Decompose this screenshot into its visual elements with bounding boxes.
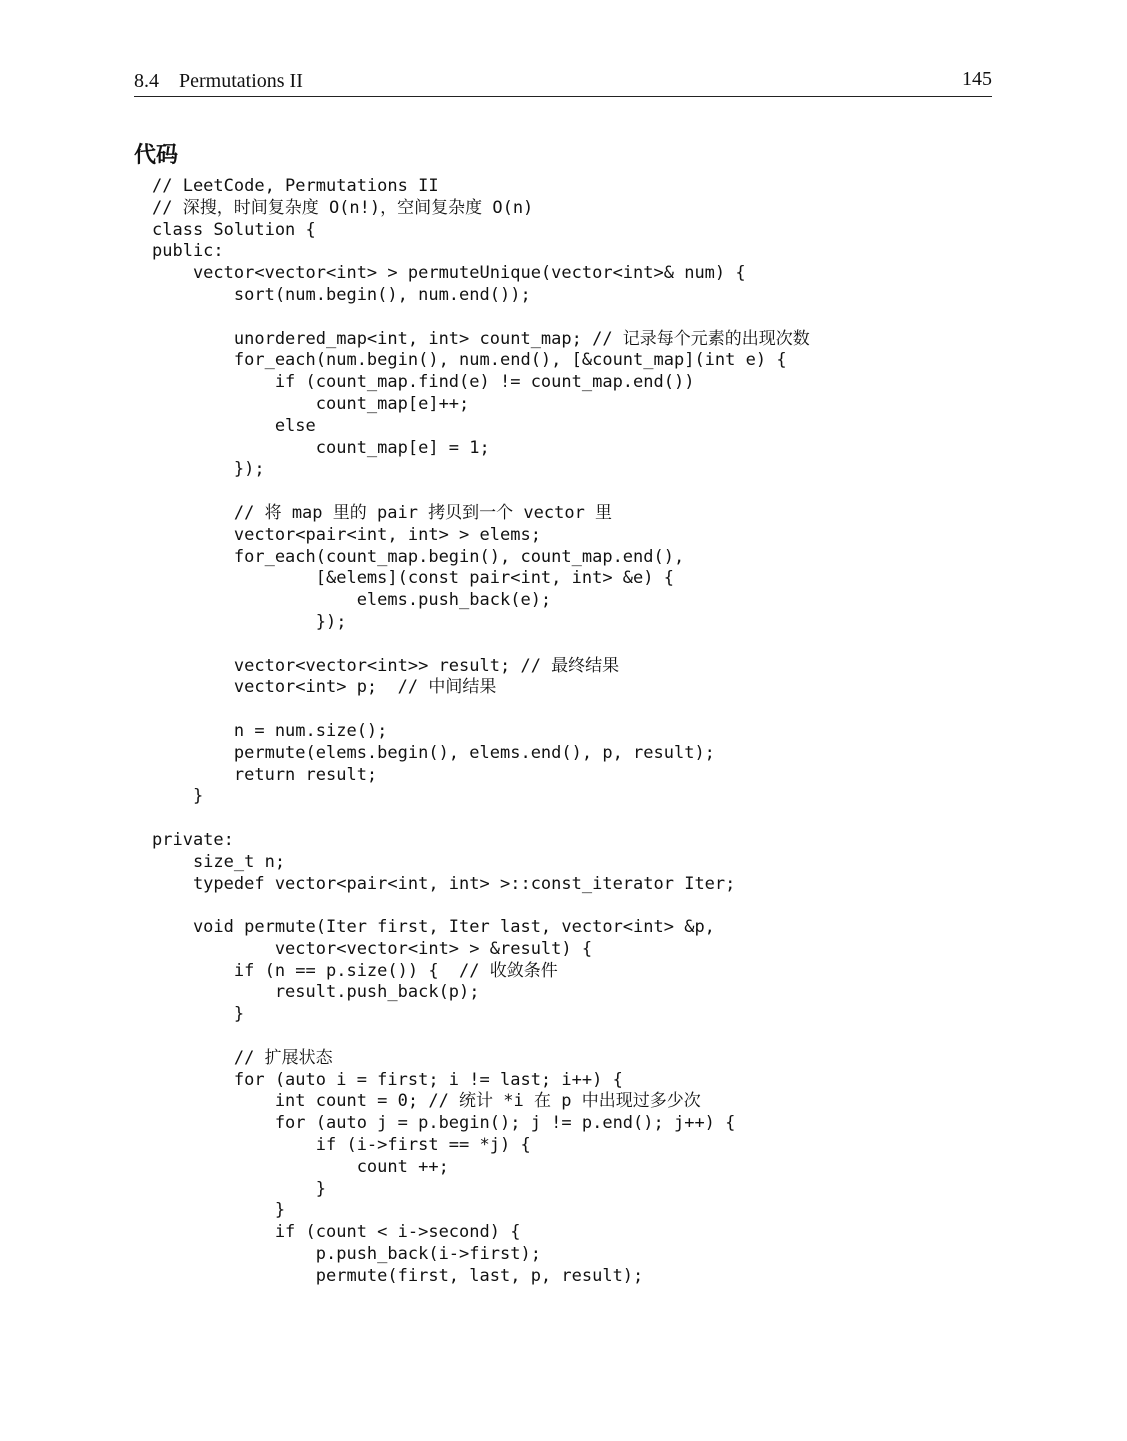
section-title: Permutations II — [179, 70, 303, 92]
code-line: [&elems](const pair<int, int> &e) { — [152, 568, 674, 589]
code-line: if (i->first == *j) { — [152, 1135, 531, 1156]
code-line: // LeetCode, Permutations II — [152, 176, 439, 196]
code-line — [152, 481, 810, 503]
code-line: private: — [152, 829, 234, 850]
code-line: vector<vector<int>> result; // 最终结果 — [152, 655, 620, 676]
code-line: class Solution { — [152, 219, 316, 240]
code-line: return result; — [152, 764, 378, 785]
code-line — [152, 1026, 810, 1048]
code-line: } — [152, 786, 204, 807]
page-number: 145 — [962, 68, 992, 90]
code-line: vector<int> p; // 中间结果 — [152, 677, 497, 698]
code-line: sort(num.begin(), num.end()); — [152, 284, 531, 305]
code-line: vector<vector<int> > permuteUnique(vector<int>& num) { — [152, 263, 746, 284]
code-line: elems.push_back(e); — [152, 590, 552, 611]
code-line: } — [152, 1200, 286, 1221]
code-line: for (auto i = first; i != last; i++) { — [152, 1069, 623, 1090]
code-line — [152, 895, 810, 917]
code-line — [152, 307, 810, 329]
code-line: void permute(Iter first, Iter last, vector<int> &p, — [152, 917, 715, 938]
code-line — [152, 634, 810, 656]
code-line: for (auto j = p.begin(); j != p.end(); j++) { — [152, 1113, 736, 1134]
section-number: 8.4 — [134, 70, 159, 92]
code-line — [152, 808, 810, 830]
code-listing — [152, 176, 810, 1288]
code-line: vector<pair<int, int> > elems; — [152, 524, 541, 545]
code-line: }); — [152, 611, 347, 632]
code-line: permute(first, last, p, result); — [152, 1265, 644, 1286]
code-line: if (count < i->second) { — [152, 1222, 521, 1243]
code-line: for_each(count_map.begin(), count_map.end(), — [152, 546, 685, 567]
code-line: for_each(num.begin(), num.end(), [&count_map](int e) { — [152, 350, 787, 371]
code-line: int count = 0; // 统计 *i 在 p 中出现过多少次 — [152, 1091, 701, 1112]
code-line: } — [152, 1178, 326, 1199]
code-line: count ++; — [152, 1156, 449, 1177]
code-line: permute(elems.begin(), elems.end(), p, result); — [152, 742, 715, 763]
code-line: typedef vector<pair<int, int> >::const_iterator Iter; — [152, 873, 736, 894]
code-line: p.push_back(i->first); — [152, 1244, 541, 1265]
code-line: } — [152, 1004, 245, 1025]
code-line: // 将 map 里的 pair 拷贝到一个 vector 里 — [152, 502, 613, 523]
code-line: }); — [152, 459, 265, 480]
code-line: vector<vector<int> > &result) { — [152, 938, 593, 959]
code-line: public: — [152, 241, 224, 262]
code-line: size_t n; — [152, 851, 286, 872]
code-line: result.push_back(p); — [152, 982, 480, 1003]
code-line: // 扩展状态 — [152, 1047, 333, 1068]
code-line: if (count_map.find(e) != count_map.end()) — [152, 372, 695, 393]
code-line: count_map[e]++; — [152, 393, 470, 414]
code-line: count_map[e] = 1; — [152, 437, 490, 458]
code-line: // 深搜，时间复杂度 O(n!)，空间复杂度 O(n) — [152, 197, 534, 218]
code-line — [152, 699, 810, 721]
code-line: if (n == p.size()) { // 收敛条件 — [152, 960, 558, 981]
code-line: unordered_map<int, int> count_map; // 记录每个元素的出现次数 — [152, 328, 810, 349]
code-line: n = num.size(); — [152, 720, 388, 741]
running-header — [134, 68, 992, 97]
code-line: else — [152, 415, 316, 436]
code-heading: 代码 — [134, 143, 179, 168]
